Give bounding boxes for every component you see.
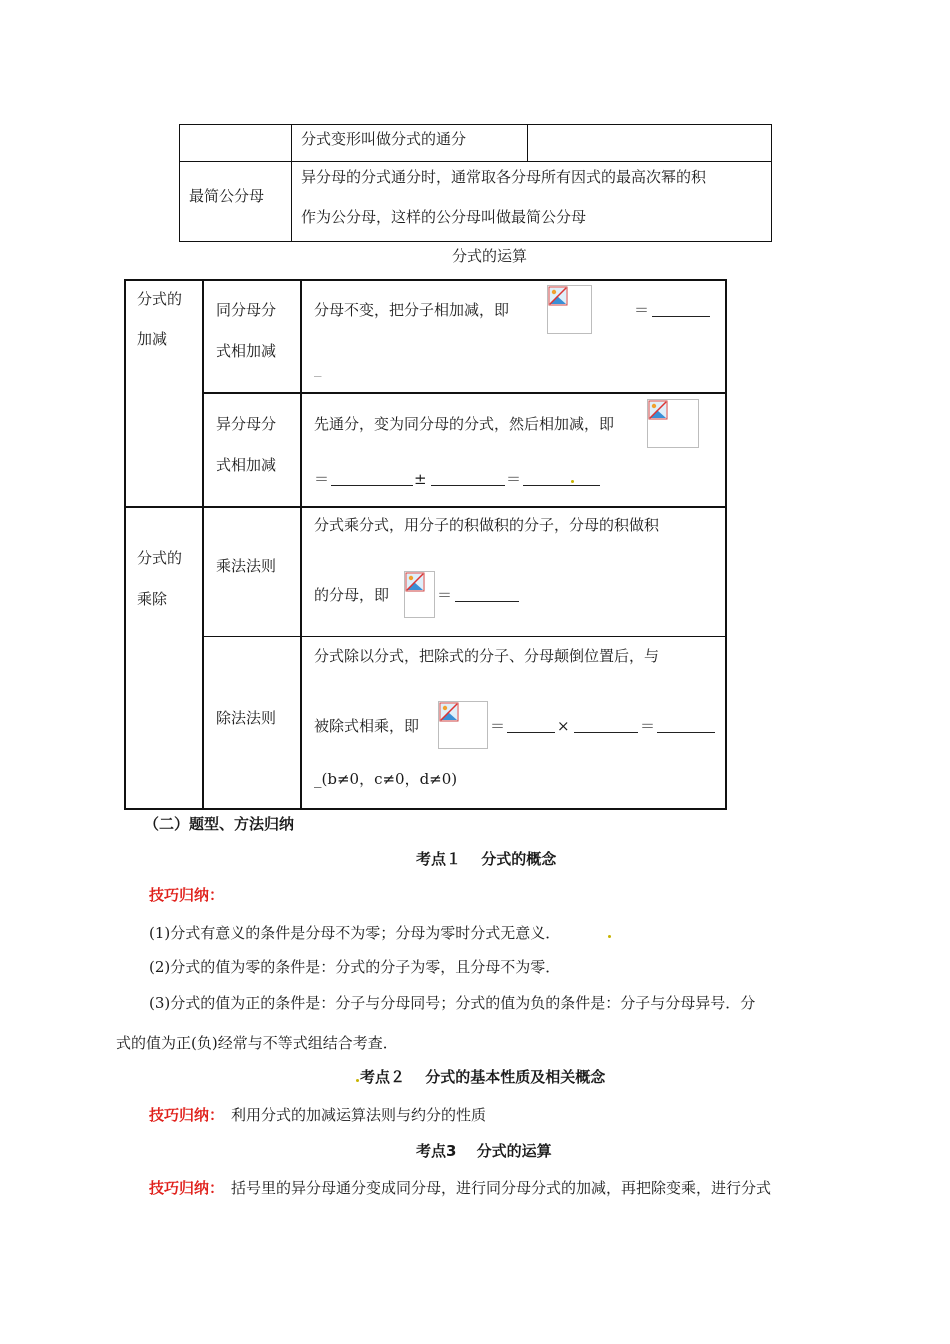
group-label: 分式的: [137, 290, 183, 308]
kp3-title: 考点3 分式的运算: [416, 1142, 552, 1160]
tip-label: 技巧归纳：: [149, 1106, 225, 1124]
table-cell-text: 分式变形叫做分式的通分: [301, 130, 467, 148]
row-label: 乘法法则: [216, 557, 277, 575]
rule-text: 分式除以分式，把除式的分子、分母颠倒位置后，与: [314, 647, 660, 665]
table-cell-text: 作为公分母，这样的公分母叫做最简公分母: [301, 208, 587, 226]
equals-sign: ＝: [634, 301, 650, 319]
blank-line: [431, 485, 505, 486]
table-cell-text: 异分母的分式通分时，通常取各分母所有因式的最高次幂的积: [301, 168, 707, 186]
section-title: 分式的运算: [452, 247, 528, 265]
blank-tail: _: [314, 359, 322, 377]
times-sign: ×: [557, 717, 570, 735]
marker-dot: [608, 935, 611, 938]
blank-line: [652, 316, 710, 317]
blank-line: [574, 732, 638, 733]
blank-line: [455, 601, 519, 602]
equals-sign: ＝: [640, 717, 656, 735]
rule-text: 先通分，变为同分母的分式，然后相加减，即: [314, 415, 615, 433]
plus-minus-sign: ±: [414, 470, 427, 488]
broken-image-icon: [404, 571, 435, 618]
blank-line: [331, 485, 413, 486]
list-item: (3)分式的值为正的条件是：分子与分母同号；分式的值为负的条件是：分子与分母异号．分: [149, 994, 756, 1012]
list-item: (2)分式的值为零的条件是：分式的分子为零，且分母不为零．: [149, 958, 561, 976]
group-label: 乘除: [137, 590, 168, 608]
rule-text: 分式乘分式，用分子的积做积的分子，分母的积做积: [314, 516, 660, 534]
kp1-title: 考点１ 分式的概念: [416, 850, 557, 868]
list-item: 式的值为正(负)经常与不等式组结合考查．: [116, 1034, 398, 1052]
rule-text: 的分母，即: [314, 586, 390, 604]
tip-text: 括号里的异分母通分变成同分母，进行同分母分式的加减，再把除变乘，进行分式: [231, 1179, 772, 1197]
equals-sign: ＝: [314, 470, 330, 488]
table-row-label: 最简公分母: [189, 187, 265, 205]
rule-text: 分母不变，把分子相加减，即: [314, 301, 510, 319]
marker-dot: [571, 480, 574, 483]
equals-sign: ＝: [490, 717, 506, 735]
blank-line: [523, 485, 600, 486]
blank-line: [657, 732, 715, 733]
row-label: 除法法则: [216, 709, 277, 727]
broken-image-icon: [438, 701, 488, 749]
group-label: 加减: [137, 330, 168, 348]
group-label: 分式的: [137, 549, 183, 567]
kp2-title: 考点２ 分式的基本性质及相关概念: [360, 1068, 606, 1086]
row-label: 式相加减: [216, 456, 277, 474]
tip-text: 利用分式的加减运算法则与约分的性质: [231, 1106, 487, 1124]
row-label: 异分母分: [216, 415, 277, 433]
blank-line: [507, 732, 555, 733]
marker-dot: [356, 1079, 359, 1082]
list-item: (1)分式有意义的条件是分母不为零；分母为零时分式无意义．: [149, 924, 561, 942]
condition-text: _(b≠0，c≠0，d≠0): [314, 770, 458, 788]
broken-image-icon: [647, 399, 699, 448]
equals-sign: ＝: [506, 470, 522, 488]
part-heading: （二）题型、方法归纳: [144, 815, 295, 833]
row-label: 式相加减: [216, 342, 277, 360]
tip-label: 技巧归纳：: [149, 1179, 225, 1197]
equals-sign: ＝: [437, 586, 453, 604]
rule-text: 被除式相乘，即: [314, 717, 420, 735]
broken-image-icon: [547, 285, 592, 334]
row-label: 同分母分: [216, 301, 277, 319]
tip-label: 技巧归纳：: [149, 886, 225, 904]
